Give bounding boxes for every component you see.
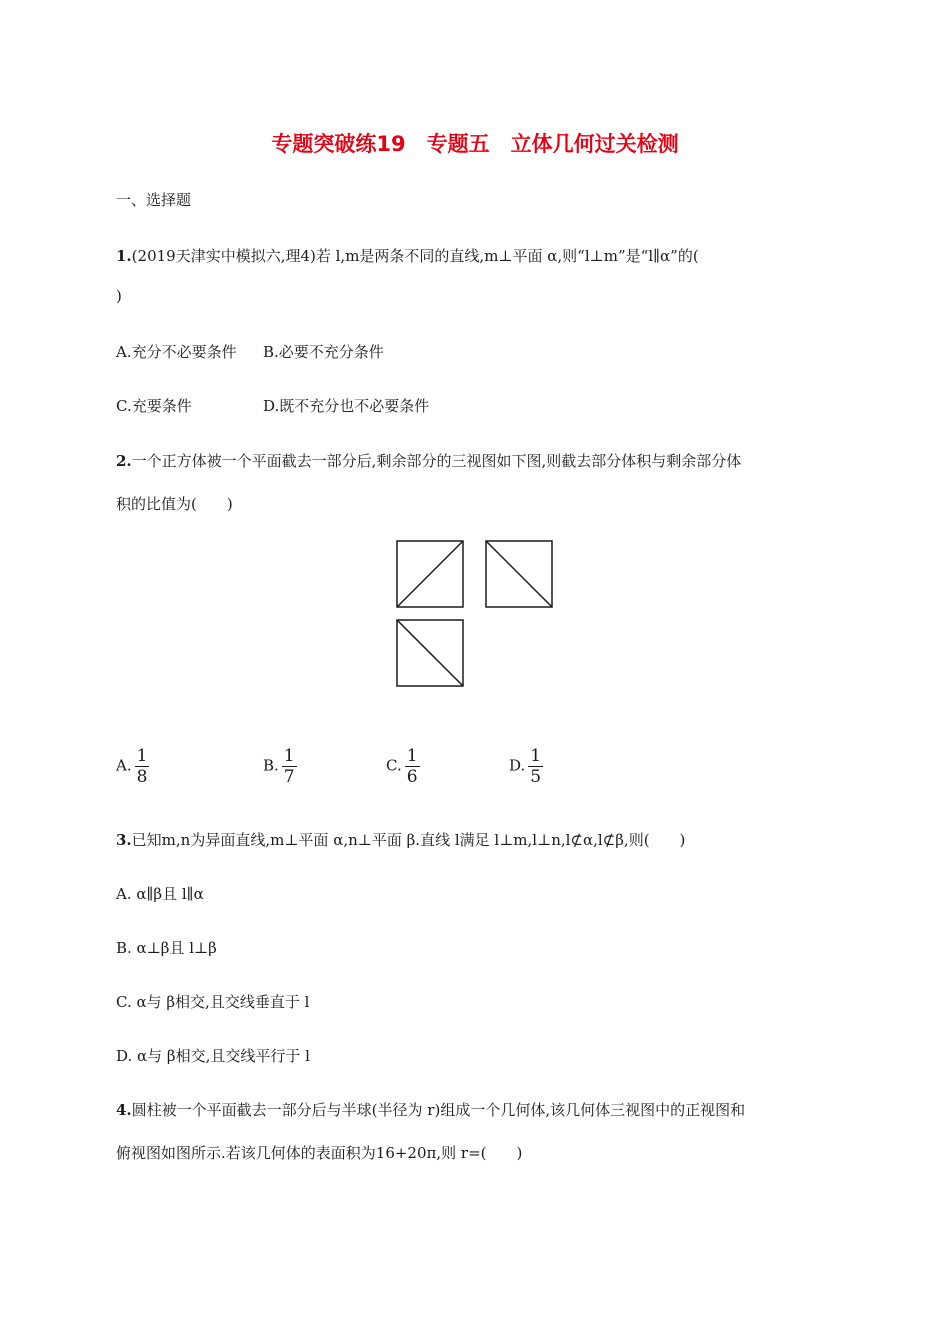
question-1-number: 1. bbox=[116, 247, 132, 265]
question-2-option-b[interactable]: B. $\frac{1}{7}$ bbox=[263, 746, 295, 787]
question-3-text: 已知m,n为异面直线,m⊥平面 α,n⊥平面 β.直线 l满足 l⊥m,l⊥n,l⊄α,l⊄β,则( ) bbox=[131, 831, 686, 849]
question-2-number: 2. bbox=[116, 452, 132, 470]
side-view bbox=[486, 541, 552, 607]
question-1-option-a[interactable]: A.充分不必要条件 bbox=[116, 343, 237, 361]
question-4-number: 4. bbox=[116, 1101, 132, 1119]
question-4-text: 圆柱被一个平面截去一部分后与半球(半径为 r)组成一个几何体,该几何体三视图中的正视图和 bbox=[131, 1101, 746, 1119]
question-1-option-c[interactable]: C.充要条件 bbox=[116, 397, 192, 415]
fraction: $\frac{1}{6}$ bbox=[406, 746, 418, 787]
fraction: $\frac{1}{5}$ bbox=[530, 746, 542, 787]
question-1-line-2: ) bbox=[116, 287, 122, 305]
front-view bbox=[397, 541, 463, 607]
fraction: $\frac{1}{8}$ bbox=[136, 746, 148, 787]
question-2-text: 一个正方体被一个平面截去一部分后,剩余部分的三视图如下图,则截去部分体积与剩余部分体 bbox=[131, 452, 742, 470]
page-title: 专题突破练19 专题五 立体几何过关检测 bbox=[271, 132, 679, 156]
fraction: $\frac{1}{7}$ bbox=[283, 746, 295, 787]
question-4-line-2: 俯视图如图所示.若该几何体的表面积为16+20π,则 r=( ) bbox=[116, 1144, 523, 1162]
question-3-option-a[interactable]: A. α∥β且 l∥α bbox=[116, 885, 204, 903]
top-view-diagonal bbox=[397, 620, 463, 686]
question-2-line-2: 积的比值为( ) bbox=[116, 495, 233, 513]
question-2-option-d[interactable]: D. $\frac{1}{5}$ bbox=[509, 746, 542, 787]
front-view-diagonal bbox=[397, 541, 463, 607]
question-1-option-d[interactable]: D.既不充分也不必要条件 bbox=[263, 397, 430, 415]
question-4-line-1 bbox=[116, 1099, 745, 1120]
question-1-text: (2019天津实中模拟六,理4)若 l,m是两条不同的直线,m⊥平面 α,则“l⊥m”是“l∥α”的( bbox=[131, 247, 699, 265]
question-3-number: 3. bbox=[116, 831, 132, 849]
section-heading: 一、选择题 bbox=[116, 191, 192, 209]
question-3-line-1 bbox=[116, 829, 685, 850]
question-3-option-d[interactable]: D. α与 β相交,且交线平行于 l bbox=[116, 1047, 310, 1065]
question-2-option-a[interactable]: A. $\frac{1}{8}$ bbox=[116, 746, 148, 787]
question-3-option-c[interactable]: C. α与 β相交,且交线垂直于 l bbox=[116, 993, 310, 1011]
question-2-option-c[interactable]: C. $\frac{1}{6}$ bbox=[386, 746, 418, 787]
top-view bbox=[397, 620, 463, 686]
side-view-diagonal bbox=[486, 541, 552, 607]
question-1-option-b[interactable]: B.必要不充分条件 bbox=[263, 343, 384, 361]
question-3-option-b[interactable]: B. α⊥β且 l⊥β bbox=[116, 939, 217, 957]
